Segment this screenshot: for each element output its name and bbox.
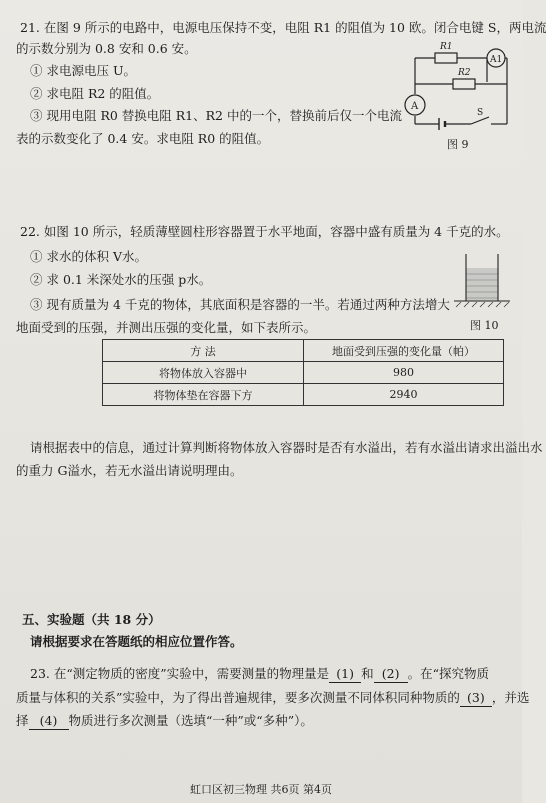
fig9-caption: 图 9: [447, 138, 469, 151]
q21-sub3b: 表的示数变化了 0.4 安。求电阻 R0 的阻值。: [16, 131, 270, 146]
q23-line3: [16, 713, 313, 730]
q21-sub2: ② 求电阻 R2 的阻值。: [30, 86, 160, 101]
q21-sub1: ① 求电源电压 U。: [30, 63, 136, 78]
q22-sub3b: 地面受到的压强，并测出压强的变化量，如下表所示。: [16, 320, 317, 335]
q23-text: 物质进行多次测量（选填“一种”或“多种”）。: [68, 713, 313, 728]
q22-sub3a: ③ 现有质量为 4 千克的物体，其底面积是容器的一半。若通过两种方法增大: [30, 297, 450, 312]
q23-text: ，并选: [491, 690, 530, 705]
table-cell: 980: [304, 362, 504, 384]
q23-line2: [16, 690, 529, 707]
a-label: A: [411, 101, 419, 112]
r2-label: R2: [458, 68, 471, 78]
table-cell: 将物体垫在容器下方: [103, 384, 304, 406]
r1-label: R1: [440, 42, 453, 52]
q22-sub2: ② 求 0.1 米深处水的压强 p水。: [30, 272, 212, 287]
q23-text: 和: [361, 666, 374, 681]
answer-blank-2: (2): [374, 666, 408, 683]
q21-line1: 21. 在图 9 所示的电路中，电源电压保持不变，电阻 R1 的阻值为 10 欧。闭合电键 S，两电流: [20, 20, 546, 35]
table-header: 地面受到压强的变化量（帕）: [304, 340, 504, 362]
circuit-diagram: [395, 36, 517, 148]
q23-line1: [30, 666, 489, 683]
q23-text: 。在“探究物质: [407, 666, 490, 681]
fig10-caption: 图 10: [470, 319, 499, 332]
q22-sub1: ① 求水的体积 V水。: [30, 249, 147, 264]
section5-instruction: 请根据要求在答题纸的相应位置作答。: [30, 634, 243, 649]
table-cell: 将物体放入容器中: [103, 362, 304, 384]
page-footer: 虹口区初三物理 共6页 第4页: [190, 783, 332, 796]
q21-line2: 的示数分别为 0.8 安和 0.6 安。: [16, 41, 197, 56]
q21-sub3a: ③ 现用电阻 R0 替换电阻 R1、R2 中的一个，替换前后仅一个电流: [30, 108, 402, 123]
table-header: 方 法: [103, 340, 304, 362]
q23-text: 质量与体积的关系”实验中，为了得出普遍规律，要多次测量不同体积同种物质的: [16, 690, 460, 705]
pressure-table: [102, 339, 504, 406]
q22-ask1: 请根据表中的信息，通过计算判断将物体放入容器时是否有水溢出，若有水溢出请求出溢出水: [30, 440, 543, 455]
q22-ask2: 的重力 G溢水，若无水溢出请说明理由。: [16, 463, 243, 478]
answer-blank-3: (3): [460, 690, 492, 707]
answer-blank-4: (4): [29, 713, 69, 730]
section5-title: 五、实验题（共 18 分）: [22, 612, 161, 627]
q22-line1: 22. 如图 10 所示，轻质薄壁圆柱形容器置于水平地面，容器中盛有质量为 4 千克的水。: [20, 224, 509, 239]
table-row: [103, 384, 504, 406]
table-row: [103, 362, 504, 384]
s-label: S: [477, 108, 484, 118]
q23-text: 择: [16, 713, 29, 728]
table-cell: 2940: [304, 384, 504, 406]
table-header-row: [103, 340, 504, 362]
a1-label: A1: [490, 55, 503, 65]
answer-blank-1: (1): [329, 666, 361, 683]
q23-text: 23. 在“测定物质的密度”实验中，需要测量的物理量是: [30, 666, 330, 681]
container-diagram: [452, 252, 514, 310]
